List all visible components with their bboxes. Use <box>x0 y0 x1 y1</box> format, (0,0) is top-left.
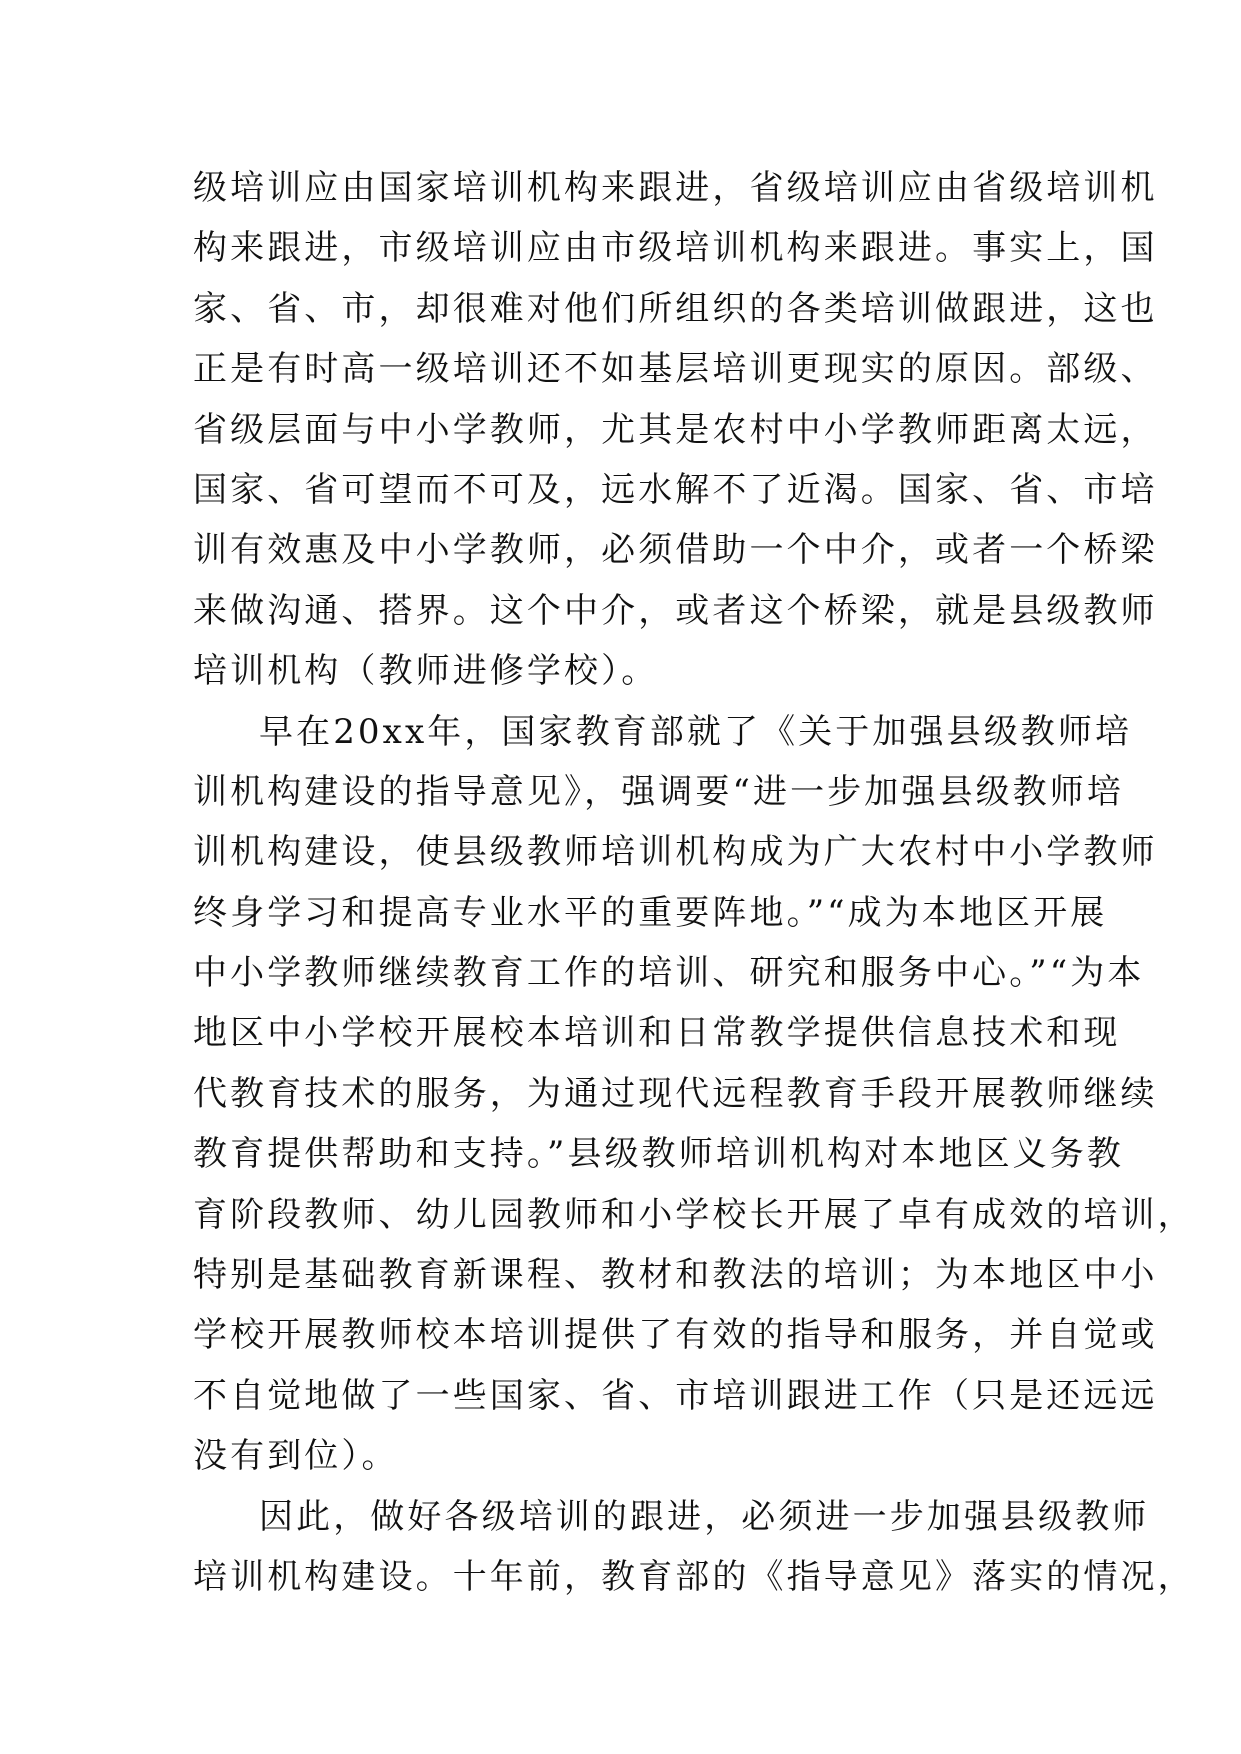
text-line: 正是有时高一级培训还不如基层培训更现实的原因。部级、 <box>193 349 1158 390</box>
text-line: 国家、省可望而不可及，远水解不了近渴。国家、省、市培 <box>193 469 1158 510</box>
text-line: 省级层面与中小学教师，尤其是农村中小学教师距离太远， <box>193 409 1158 450</box>
text-line: 特别是基础教育新课程、教材和教法的培训；为本地区中小 <box>193 1255 1158 1296</box>
text-line: 培训机构（教师进修学校）。 <box>193 651 659 692</box>
text-line: 来做沟通、搭界。这个中介，或者这个桥梁，就是县级教师 <box>193 590 1158 631</box>
text-line: 没有到位）。 <box>193 1436 399 1477</box>
paragraph-first-line: 早在20xx年，国家教育部就了《关于加强县级教师培 <box>259 711 1133 752</box>
text-line: 教育提供帮助和支持。”县级教师培训机构对本地区义务教 <box>193 1134 1124 1175</box>
paragraph-first-line: 因此，做好各级培训的跟进，必须进一步加强县级教师 <box>259 1496 1150 1537</box>
text-line: 中小学教师继续教育工作的培训、研究和服务中心。”“为本 <box>193 953 1145 994</box>
text-line: 训机构建设的指导意见》，强调要“进一步加强县级教师培 <box>193 771 1124 812</box>
text-line: 不自觉地做了一些国家、省、市培训跟进工作（只是还远远 <box>193 1375 1158 1416</box>
text-line: 训机构建设，使县级教师培训机构成为广大农村中小学教师 <box>193 832 1158 873</box>
text-line: 构来跟进，市级培训应由市级培训机构来跟进。事实上，国 <box>193 228 1158 269</box>
text-line: 培训机构建设。十年前，教育部的《指导意见》落实的情况， <box>193 1556 1195 1597</box>
text-line: 家、省、市，却很难对他们所组织的各类培训做跟进，这也 <box>193 288 1158 329</box>
body-text <box>193 158 1195 1607</box>
text-line: 代教育技术的服务，为通过现代远程教育手段开展教师继续 <box>193 1073 1158 1114</box>
text-line: 育阶段教师、幼儿园教师和小学校长开展了卓有成效的培训， <box>193 1194 1195 1235</box>
text-line: 地区中小学校开展校本培训和日常教学提供信息技术和现 <box>193 1013 1121 1054</box>
text-line: 终身学习和提高专业水平的重要阵地。”“成为本地区开展 <box>193 892 1108 933</box>
text-line: 学校开展教师校本培训提供了有效的指导和服务，并自觉或 <box>193 1315 1158 1356</box>
text-line: 训有效惠及中小学教师，必须借助一个中介，或者一个桥梁 <box>193 530 1158 571</box>
text-line: 级培训应由国家培训机构来跟进，省级培训应由省级培训机 <box>193 168 1158 208</box>
